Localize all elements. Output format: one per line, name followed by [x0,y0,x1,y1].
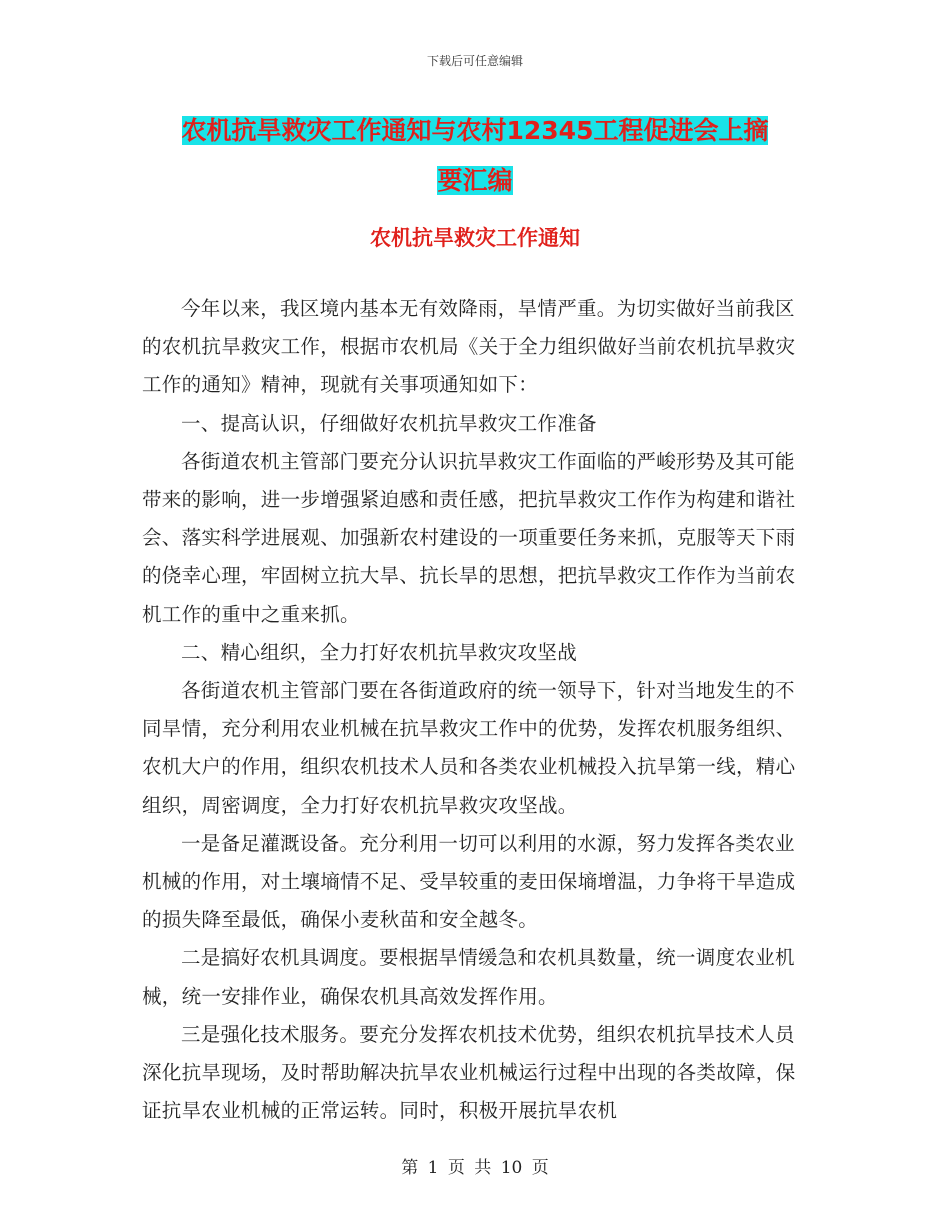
title-line-2: 要汇编 [437,166,513,195]
paragraph: 二是搞好农机具调度。要根据旱情缓急和农机具数量，统一调度农业机械，统一安排作业，确保农机具高效发挥作用。 [142,946,795,1008]
document-title [130,106,820,206]
page-header-note: 下载后可任意编辑 [426,54,523,68]
paragraph: 二、精心组织，全力打好农机抗旱救灾攻坚战 [181,640,578,664]
section-title: 农机抗旱救灾工作通知 [370,226,580,250]
paragraph: 各街道农机主管部门要充分认识抗旱救灾工作面临的严峻形势及其可能带来的影响，进一步增强紧迫感和责任感，把抗旱救灾工作作为构建和谐社会、落实科学进展观、加强新农村建设的一项重要任务来抓，克服等天下雨的侥幸心理，牢固树立抗大旱、抗长旱的思想，把抗旱救灾工作作为当前农机工作的重中之重来抓。 [142,449,796,626]
paragraph: 一是备足灌溉设备。充分利用一切可以利用的水源，努力发挥各类农业机械的作用，对土壤墒情不足、受旱较重的麦田保墒增温，力争将干旱造成的损失降至最低，确保小麦秋苗和安全越冬。 [142,831,796,932]
paragraph: 今年以来，我区境内基本无有效降雨，旱情严重。为切实做好当前我区的农机抗旱救灾工作，根据市农机局《关于全力组织做好当前农机抗旱救灾工作的通知》精神，现就有关事项通知如下： [142,297,796,397]
page-number: 第 1 页 共 10 页 [401,1158,549,1178]
title-line-1: 农机抗旱救灾工作通知与农村12345工程促进会上摘 [181,116,769,145]
body-text [142,290,802,1130]
paragraph: 一、提高认识，仔细做好农机抗旱救灾工作准备 [181,411,597,435]
paragraph: 各街道农机主管部门要在各街道政府的统一领导下，针对当地发生的不同旱情，充分利用农业机械在抗旱救灾工作中的优势，发挥农机服务组织、农机大户的作用，组织农机技术人员和各类农业机械投入抗旱第一线，精心组织，周密调度，全力打好农机抗旱救灾攻坚战。 [142,679,796,817]
paragraph: 三是强化技术服务。要充分发挥农机技术优势，组织农机抗旱技术人员深化抗旱现场，及时帮助解决抗旱农业机械运行过程中出现的各类故障，保证抗旱农业机械的正常运转。同时，积极开展抗旱农机 [142,1022,796,1123]
